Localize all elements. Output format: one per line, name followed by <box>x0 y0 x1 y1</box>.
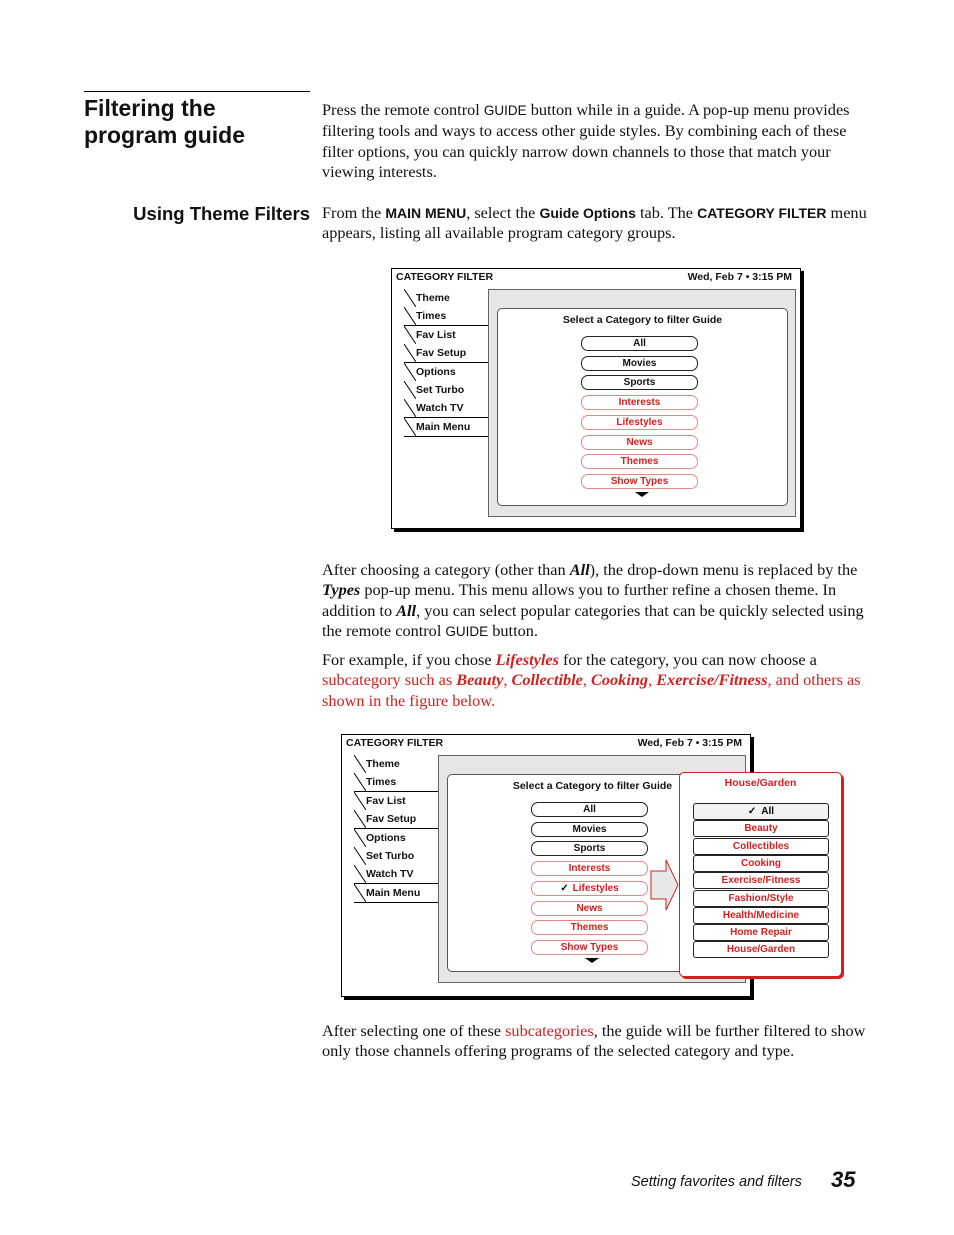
category-option-sports[interactable] <box>531 841 648 856</box>
tab-edge-icon <box>404 289 416 307</box>
example-paragraph: For example, if you chose Lifestyles for the category, you can now choose a subcategory such as Beauty, Collectible, Cooking, Exercise/Fitness, and others as shown in the figure below. <box>322 650 861 710</box>
subcategory-option-fashion-style[interactable] <box>693 890 829 907</box>
tab-label: Set Turbo <box>366 850 415 862</box>
category-option-news[interactable] <box>531 901 648 916</box>
tab-label: Options <box>416 365 456 378</box>
category-option-all[interactable] <box>581 336 698 351</box>
tab-label: Set Turbo <box>416 384 465 396</box>
tab-label: Times <box>416 310 447 323</box>
checkmark-icon: ✓ <box>747 806 757 817</box>
subcategory-label: Home Repair <box>730 927 792 939</box>
tab-theme[interactable] <box>354 755 438 774</box>
category-label: All <box>583 804 596 815</box>
category-label: Themes <box>620 456 659 468</box>
tab-label: Watch TV <box>366 868 414 881</box>
tab-set-turbo[interactable] <box>404 381 488 400</box>
tab-times[interactable] <box>354 773 438 792</box>
category-label: Sports <box>573 843 606 855</box>
subcategory-label: Health/Medicine <box>722 909 800 921</box>
tab-label: Theme <box>416 292 450 304</box>
screen-header: CATEGORY FILTER <box>396 271 494 283</box>
tab-theme[interactable] <box>404 289 488 308</box>
category-label: Show Types <box>560 941 619 953</box>
tab-label: Times <box>366 776 397 789</box>
tab-edge-icon <box>354 829 366 847</box>
screen-header: CATEGORY FILTER <box>346 737 444 749</box>
scroll-down-icon[interactable] <box>635 492 649 497</box>
category-label: All <box>633 338 646 349</box>
tab-times[interactable] <box>404 307 488 326</box>
tab-edge-icon <box>404 363 416 381</box>
tab-label: Options <box>366 831 406 844</box>
checkmark-icon: ✓ <box>560 882 569 894</box>
category-filter-screen <box>391 268 801 529</box>
category-option-all[interactable] <box>531 802 648 817</box>
category-label: News <box>576 902 603 914</box>
subcategory-label: Beauty <box>744 823 778 835</box>
tab-label: Fav Setup <box>366 813 417 826</box>
subcategory-option-cooking[interactable] <box>693 855 829 872</box>
tab-fav-list[interactable] <box>404 326 488 345</box>
category-label: Movies <box>622 357 657 369</box>
tab-edge-icon <box>404 344 416 362</box>
closing-paragraph: After selecting one of these subcategories, the guide will be further filtered to show only those channels offering programs of the selected category and type. <box>322 1021 866 1061</box>
subcategory-label: Cooking <box>741 857 781 869</box>
scroll-down-icon[interactable] <box>585 958 599 963</box>
tab-label: Fav Setup <box>416 347 467 360</box>
category-option-news[interactable] <box>581 435 698 450</box>
category-option-themes[interactable] <box>531 920 648 935</box>
types-paragraph: After choosing a category (other than All), the drop-down menu is replaced by the Types pop-up menu. This menu allows you to further refine a chosen theme. In addition to All, you can select popular categories that can be quickly selected using the remote control GUIDE button. <box>322 560 864 640</box>
subcategory-option-collectibles[interactable] <box>693 838 829 855</box>
tab-watch-tv[interactable] <box>404 399 488 418</box>
tab-main-menu[interactable] <box>354 884 438 903</box>
category-option-movies[interactable] <box>581 356 698 371</box>
category-option-lifestyles[interactable] <box>581 415 698 430</box>
tab-edge-icon <box>404 307 416 325</box>
tab-edge-icon <box>404 399 416 417</box>
tab-label: Watch TV <box>416 402 464 415</box>
subcategory-label: House/Garden <box>726 944 796 956</box>
subcategory-option-beauty[interactable] <box>693 820 829 837</box>
tab-fav-list[interactable] <box>354 792 438 811</box>
subcategory-option-home-repair[interactable] <box>693 924 829 941</box>
category-option-interests[interactable] <box>581 395 698 410</box>
tab-edge-icon <box>354 773 366 791</box>
tab-edge-icon <box>354 847 366 865</box>
subcategory-option-health-medicine[interactable] <box>693 907 829 924</box>
theme-filters-paragraph: From the MAIN MENU, select the Guide Options tab. The CATEGORY FILTER menu appears, listing all available program category groups. <box>322 203 867 243</box>
arrow-right-icon <box>650 859 680 911</box>
tab-edge-icon <box>354 755 366 773</box>
subcategory-label: Fashion/Style <box>728 892 794 904</box>
tab-edge-icon <box>404 418 416 436</box>
tab-edge-icon <box>354 865 366 883</box>
category-option-show-types[interactable] <box>581 474 698 489</box>
heading-rule <box>84 91 310 92</box>
category-option-lifestyles[interactable] <box>531 881 648 896</box>
tab-main-menu[interactable] <box>404 418 488 437</box>
tab-options[interactable] <box>404 363 488 382</box>
subsection-title: Using Theme Filters <box>133 203 310 224</box>
category-label: Sports <box>623 377 656 389</box>
tab-edge-icon <box>354 884 366 902</box>
category-label: Interests <box>568 863 611 875</box>
category-label: News <box>626 436 653 448</box>
tab-label: Fav List <box>366 794 406 807</box>
tab-set-turbo[interactable] <box>354 847 438 866</box>
tab-label: Theme <box>366 758 400 770</box>
section-title: Filtering the program guide <box>84 95 246 148</box>
tab-options[interactable] <box>354 829 438 848</box>
category-label: Lifestyles <box>616 416 663 428</box>
tab-edge-icon <box>354 810 366 828</box>
screen-date: Wed, Feb 7 • 3:15 PM <box>637 737 742 749</box>
subcategory-popup <box>679 772 842 977</box>
tab-watch-tv[interactable] <box>354 865 438 884</box>
tab-label: Main Menu <box>366 886 421 899</box>
tab-edge-icon <box>404 381 416 399</box>
category-option-movies[interactable] <box>531 822 648 837</box>
subcategory-option-exercise-fitness[interactable] <box>693 872 829 889</box>
panel-title: Select a Category to filter Guide <box>512 780 673 792</box>
subcategory-label: Collectibles <box>732 840 790 852</box>
tab-label: Fav List <box>416 328 456 341</box>
screen-date: Wed, Feb 7 • 3:15 PM <box>687 271 792 283</box>
subcategory-label: All <box>761 806 775 817</box>
category-label: Show Types <box>610 475 669 487</box>
page-number: 35 <box>831 1167 856 1192</box>
category-option-show-types[interactable] <box>531 940 648 955</box>
category-option-themes[interactable] <box>581 454 698 469</box>
tab-edge-icon <box>404 326 416 344</box>
category-label: Movies <box>572 823 607 835</box>
category-option-sports[interactable] <box>581 375 698 390</box>
category-label: Interests <box>618 397 661 409</box>
category-label: Lifestyles <box>572 882 619 894</box>
intro-paragraph: Press the remote control GUIDE button while in a guide. A pop-up menu provides filtering tools and ways to access other guide styles. By combining each of these filter options, you can quickly narrow down channels to those that match your viewing interests. <box>322 100 850 181</box>
guide-key: GUIDE <box>483 103 527 118</box>
category-option-interests[interactable] <box>531 861 648 876</box>
footer-section-name: Setting favorites and filters <box>631 1174 802 1190</box>
subcategory-label: Exercise/Fitness <box>721 875 801 887</box>
tab-fav-setup[interactable] <box>354 810 438 829</box>
tab-label: Main Menu <box>416 420 471 433</box>
category-label: Themes <box>570 922 609 934</box>
subcategory-option-all[interactable] <box>693 803 829 820</box>
tab-edge-icon <box>354 792 366 810</box>
panel-title: Select a Category to filter Guide <box>562 314 723 326</box>
subcategory-option-house-garden[interactable] <box>693 941 829 958</box>
tab-fav-setup[interactable] <box>404 344 488 363</box>
popup-title: House/Garden <box>724 777 797 789</box>
